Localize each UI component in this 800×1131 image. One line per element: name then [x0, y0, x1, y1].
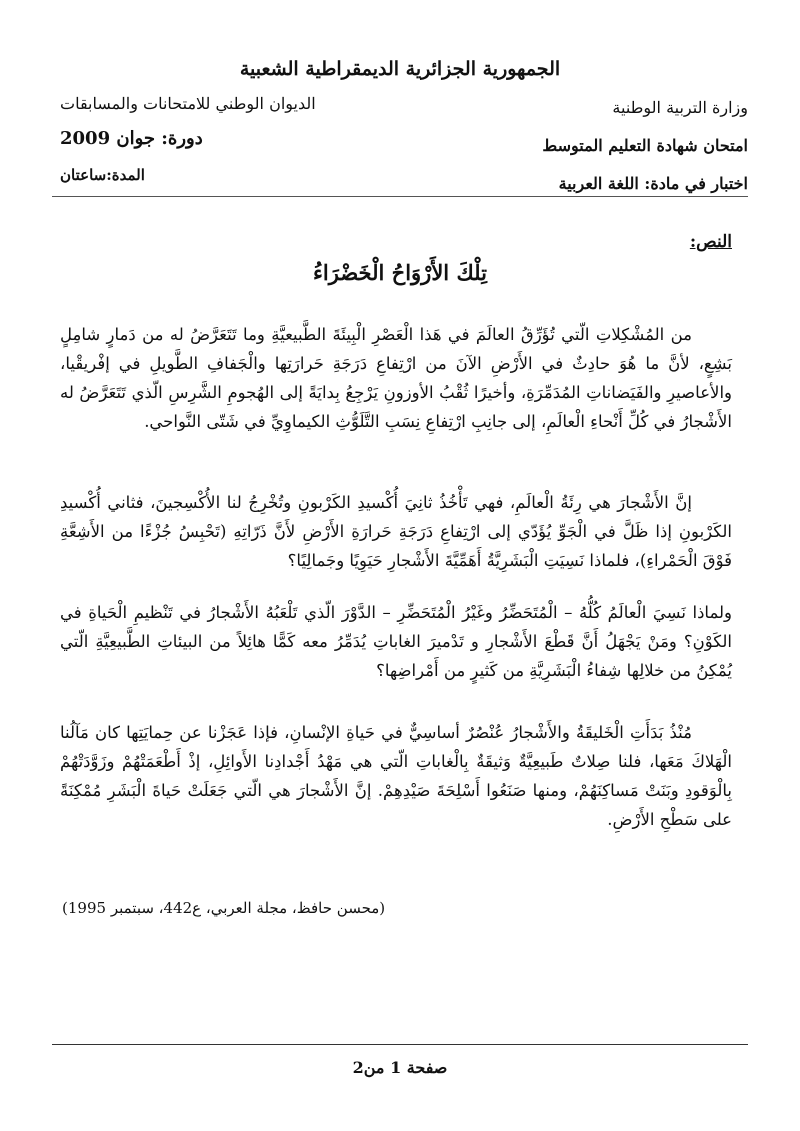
exam-name: امتحان شهادة التعليم المتوسط	[542, 136, 748, 155]
footer-divider	[52, 1044, 748, 1045]
subject-prefix: اختبار في مادة:	[644, 174, 748, 193]
exam-subject	[559, 174, 748, 193]
paragraph-4: مُنْذُ بَدَأَتِ الْخَليقَةُ والأَشْجارُ عُنْصُرٌ أساسِيٌّ في حَياةِ الإنْسانِ، فإذا عَجَزْنا عن حِمايَتِها كان مَآلُنا الْهَلاكَ مَعَها، فلنا صِلاتٌ طَبيعِيَّةٌ وَثيقَةٌ بِالْغاباتِ الّتي هي مَهْدُ أَجْدادِنا الأَوائِلِ، إذْ أَطْعَمَتْهُمْ وزَوَّدَتْهُمْ بِالْوَقودِ وبَنَتْ مَساكِنَهُمْ، ومنها صَنَعُوا أَسْلِحَةَ صَيْدِهِمْ. إنَّ الأَشْجارَ هي الّتي جَعَلَتْ حَياةَ الْبَشَرِ مُمْكِنَةً على سَطْحِ الأَرْضِ.	[60, 723, 732, 829]
republic-heading: الجمهورية الجزائرية الديمقراطية الشعبية	[239, 58, 561, 80]
header-divider	[52, 196, 748, 197]
text-label: النص:	[689, 232, 732, 252]
exam-office-label: الديوان الوطني للامتحانات والمسابقات	[60, 94, 316, 113]
page-number: صفحة 1 من2	[352, 1058, 448, 1077]
ministry-label: وزارة التربية الوطنية	[612, 98, 748, 117]
exam-session: دورة: جوان 2009	[60, 128, 203, 149]
paragraph-3: ولماذا نَسِيَ الْعالَمُ كُلُّهُ – الْمُتَحَضِّرُ وغَيْرُ الْمُتَحَضِّرِ – الدَّوْرَ الّذي تَلْعَبُهُ الأَشْجارُ في تَنْظيمِ الْحَياةِ في الكَوْنِ؟ ومَنْ يَجْهَلُ أَنَّ قَطْعَ الأَشْجارِ و تَدْميرَ الغاباتِ يُدَمِّرُ معه كَمًّا هائِلاً من البيئاتِ الطَّبيعِيَّةِ الّتي يُمْكِنُ من خلالِها شِفاءُ الْبَشَرِيَّةِ من كَثيرٍ من أَمْراضِها؟	[60, 603, 732, 680]
paragraph-2: إنَّ الأَشْجارَ هي رِئَةُ الْعالَمِ، فهي تَأْخُذُ ثانِيَ أُكْسيدِ الكَرْبونِ وتُخْرِجُ لنا الأُكْسِجينَ، فثاني أُكْسيدِ الكَرْبونِ إذا ظَلَّ في الْجَوِّ يُؤَدّي إلى ارْتِفاعِ دَرَجَةِ حَرارَةِ الأَرْضِ لأَنَّ ذَرّاتِهِ (تَحْبِسُ جُزْءًا من الأَشِعَّةِ فَوْقَ الْحَمْراءِ)، فلماذا نَسِيَتِ الْبَشَرِيَّةُ أَهَمِّيَّةَ الأَشْجارِ حَيَوِيًا وجَمالِيًا؟	[60, 493, 732, 570]
subject-name: اللغة العربية	[558, 174, 639, 193]
exam-duration: المدة:ساعتان	[60, 166, 145, 184]
source-citation: (محسن حافظ، مجلة العربي، ع442، سبتمبر 1995)	[62, 899, 386, 917]
passage-title: تِلْكَ الأَرْوَاحُ الْخَضْرَاءُ	[313, 260, 487, 285]
paragraph-1: من المُشْكِلاتِ الّتي تُؤَرِّقُ العالَمَ في هَذا الْعَصْرِ الْبِيئَةَ الطَّبيعيَّةِ وما تَتَعَرَّضُ له من دَمارٍ شامِلٍ بَشِعٍ، لأنَّ ما هُوَ حادِثٌ في الأَرْضِ الآنَ من ارْتِفاعِ دَرَجَةِ حَرارَتِها والْجَفافِ الطَّويلِ في إفْريقْيا، والأعاصيرِ والفَيَضاناتِ المُدَمِّرَةِ، وأخيرًا ثُقْبُ الأوزونِ يَرْجِعُ بِدايَةً إلى الهُجومِ الشَّرِسِ الّذي تَتَعَرَّضُ له الأَشْجارُ في كُلِّ أَنْحاءِ الْعالَمِ، إلى جانِبِ ارْتِفاعِ نِسَبِ التَّلَوُّثِ الكيماوِيِّ في شَتّى النَّواحي.	[60, 325, 732, 431]
